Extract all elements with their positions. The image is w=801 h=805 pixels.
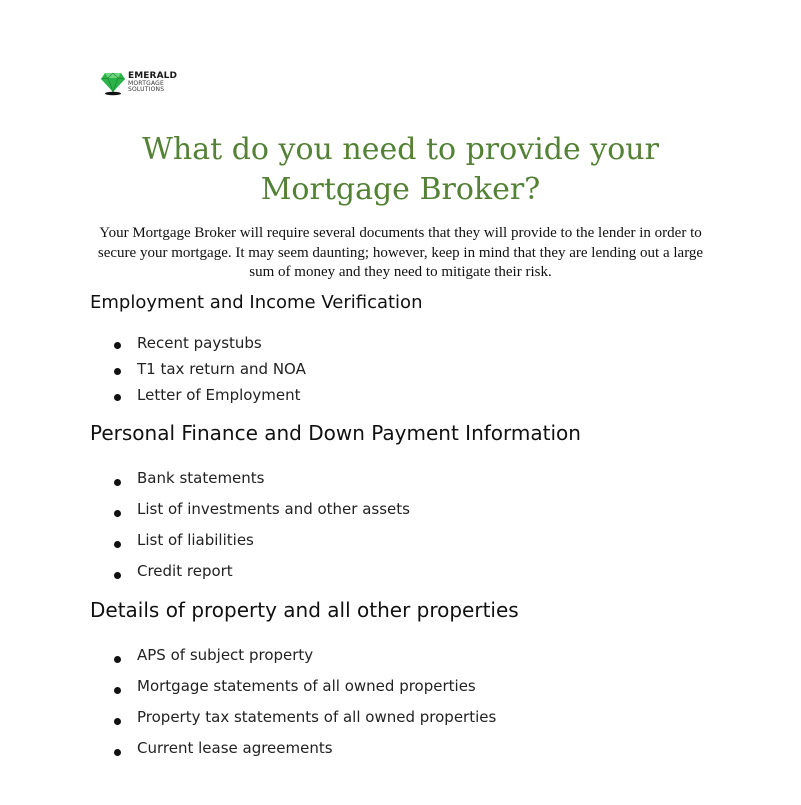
property-documents-list	[112, 643, 496, 767]
section-heading-employment: Employment and Income Verification	[90, 292, 423, 313]
page-title-line-1: What do you need to provide your	[142, 132, 659, 167]
list-item: Mortgage statements of all owned properties	[112, 674, 496, 705]
list-item: T1 tax return and NOA	[112, 358, 306, 384]
list-item: Credit report	[112, 559, 410, 590]
logo-line-2: MORTGAGE	[128, 79, 164, 87]
logo	[100, 68, 177, 96]
employment-documents-list	[112, 332, 306, 410]
list-item: List of liabilities	[112, 528, 410, 559]
list-item: Bank statements	[112, 466, 410, 497]
personal-finance-documents-list	[112, 466, 410, 590]
page-title-line-2: Mortgage Broker?	[260, 172, 541, 207]
list-item: Recent paystubs	[112, 332, 306, 358]
list-item: Letter of Employment	[112, 384, 306, 410]
list-item: APS of subject property	[112, 643, 496, 674]
emerald-gem-icon	[100, 68, 126, 96]
section-heading-personal-finance: Personal Finance and Down Payment Information	[90, 421, 581, 445]
list-item: List of investments and other assets	[112, 497, 410, 528]
logo-wordmark	[128, 72, 177, 93]
logo-line-1: EMERALD	[128, 70, 178, 81]
page-title	[0, 130, 801, 210]
list-item: Property tax statements of all owned properties	[112, 705, 496, 736]
logo-line-3: SOLUTIONS	[128, 85, 165, 93]
list-item: Current lease agreements	[112, 736, 496, 767]
section-heading-property-details: Details of property and all other properties	[90, 598, 519, 622]
intro-paragraph: Your Mortgage Broker will require several documents that they will provide to the lender in order to secure your mortgage. It may seem daunting; however, keep in mind that they are lending out a large sum of money and they need to mitigate their risk.	[97, 225, 704, 280]
